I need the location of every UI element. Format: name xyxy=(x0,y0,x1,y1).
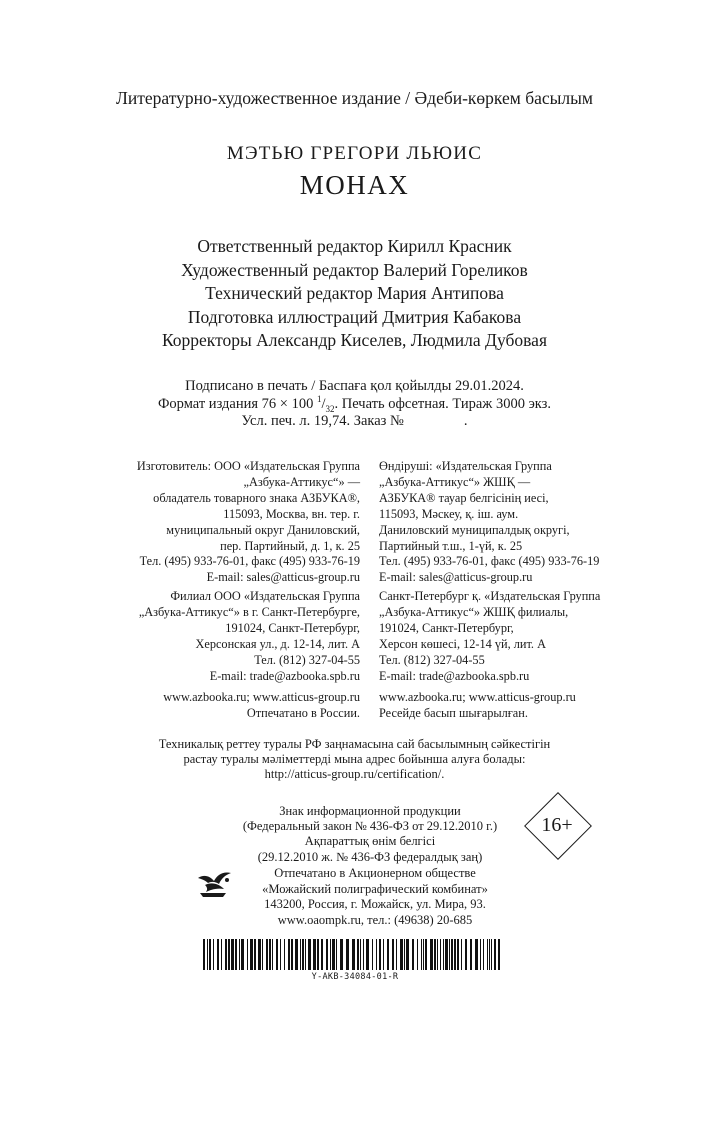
info-mark-line: (Федеральный закон № 436-ФЗ от 29.12.2010 г.) xyxy=(242,819,498,834)
barcode-bar xyxy=(412,939,414,970)
manufacturer-kz-line: Даниловский муниципалдық округі, xyxy=(379,522,570,537)
web-ru-line: Отпечатано в России. xyxy=(246,705,360,720)
printer-line: 143200, Россия, г. Можайск, ул. Мира, 93. xyxy=(264,897,486,911)
age-rating-text: 16+ xyxy=(541,814,573,836)
barcode-bar xyxy=(475,939,478,970)
branch-kz-line: Херсон көшесі, 12-14 үй, лит. А xyxy=(379,636,546,651)
manufacturer-ru-line: Изготовитель: ООО «Издательская Группа xyxy=(136,459,360,473)
barcode-bar xyxy=(487,939,488,970)
barcode-bar xyxy=(363,939,364,970)
barcode-bar xyxy=(321,939,323,970)
web-kz-line: Ресейде басып шығарылған. xyxy=(379,705,528,720)
info-mark xyxy=(200,804,540,865)
manufacturer-kz-line: E-mail: sales@atticus-group.ru xyxy=(379,570,533,585)
barcode-bar xyxy=(451,939,453,970)
barcode-bar xyxy=(489,939,490,970)
barcode-bar xyxy=(421,939,422,970)
branch-ru-line: Филиал ООО «Издательская Группа xyxy=(170,589,360,603)
branch-kz-line: Санкт-Петербург қ. «Издательская Группа xyxy=(379,589,601,603)
barcode-bar xyxy=(231,939,234,970)
printer-line: Отпечатано в Акционерном обществе xyxy=(274,866,476,880)
barcode-bar xyxy=(494,939,496,970)
print-info xyxy=(0,378,709,431)
branch-kz-line: Тел. (812) 327-04-55 xyxy=(379,652,485,667)
barcode-bar xyxy=(269,939,271,970)
barcode-bar xyxy=(430,939,433,970)
barcode-bar xyxy=(305,939,306,970)
barcode-bar xyxy=(250,939,253,970)
barcode-bar xyxy=(392,939,394,970)
barcode-bar xyxy=(445,939,448,970)
barcode-bar xyxy=(241,939,244,970)
barcode-bar xyxy=(276,939,278,970)
barcode-bar xyxy=(396,939,397,970)
order-end: . xyxy=(463,413,468,429)
barcode-bar xyxy=(372,939,373,970)
certification-line: растау туралы мәліметтерді мына адрес бойынша алуға болады: xyxy=(183,752,526,767)
barcode-bar xyxy=(465,939,467,970)
web-ru-line: www.azbooka.ru; www.atticus-group.ru xyxy=(163,690,360,704)
credits-block xyxy=(0,235,709,353)
info-mark-line: (29.12.2010 ж. № 436-ФЗ федералдық заң) xyxy=(257,849,483,864)
barcode-bar xyxy=(262,939,263,970)
barcode-bar xyxy=(247,939,248,970)
format-slash: / xyxy=(321,395,326,412)
certification-line: Техникалық реттеу туралы РФ заңнамасына сай басылымның сәйкестігін xyxy=(158,737,551,751)
manufacturer-kz-line: „Азбука-Аттикус“» ЖШҚ — xyxy=(379,474,531,489)
barcode-bar xyxy=(423,939,424,970)
barcode-bar xyxy=(352,939,355,970)
signed-line: Подписано в печать / Баспаға қол қойылды 29.01.2024. xyxy=(185,378,524,394)
printer-info xyxy=(240,866,510,928)
manufacturer-ru-line: муниципальный округ Даниловский, xyxy=(166,522,360,537)
barcode-bar xyxy=(288,939,290,970)
barcode-bar xyxy=(366,939,369,970)
barcode-bar xyxy=(376,939,377,970)
web-kz xyxy=(379,690,649,722)
credit-line: Подготовка иллюстраций Дмитрия Кабакова xyxy=(187,306,522,327)
format-prefix: Формат издания 76 × 100 xyxy=(157,395,317,412)
manufacturer-ru-line: E-mail: sales@atticus-group.ru xyxy=(206,570,360,585)
barcode-bar xyxy=(406,939,409,970)
manufacturer-ru-line: Тел. (495) 933-76-01, факс (495) 933-76-19 xyxy=(139,554,360,569)
barcode-bar xyxy=(417,939,418,970)
branch-kz-line: 191024, Санкт-Петербург, xyxy=(379,620,514,635)
barcode-bar xyxy=(317,939,319,970)
branch-ru xyxy=(108,589,360,684)
printer-logo-icon xyxy=(196,868,234,903)
barcode-code: Y-AKB-34084-01-R xyxy=(311,972,399,982)
barcode-bar xyxy=(209,939,211,970)
barcode-bar xyxy=(457,939,459,970)
barcode-bar xyxy=(272,939,273,970)
barcode-bar xyxy=(483,939,484,970)
manufacturer-ru xyxy=(108,459,360,586)
manufacturer-kz-line: Тел. (495) 933-76-01, факс (495) 933-76-19 xyxy=(379,554,600,569)
branch-kz-line: „Азбука-Аттикус“» ЖШҚ филиалы, xyxy=(379,604,569,619)
barcode-bar xyxy=(491,939,492,970)
barcode-bar xyxy=(203,939,205,970)
manufacturer-ru-line: 115093, Москва, вн. тер. г. xyxy=(223,506,360,521)
barcode-bar xyxy=(470,939,472,970)
barcode-bar xyxy=(400,939,403,970)
barcode-bar xyxy=(300,939,301,970)
barcode-bar xyxy=(225,939,227,970)
barcode-bar xyxy=(266,939,268,970)
barcode-bar xyxy=(434,939,436,970)
barcode-bar xyxy=(454,939,456,970)
barcode-bar xyxy=(313,939,316,970)
barcode-bar xyxy=(346,939,349,970)
credit-line: Ответственный редактор Кирилл Красник xyxy=(197,236,512,256)
barcode-bar xyxy=(498,939,500,970)
certification-note xyxy=(0,737,709,783)
barcode-bar xyxy=(221,939,222,970)
author-name: МЭТЬЮ ГРЕГОРИ ЛЬЮИС xyxy=(226,143,483,164)
barcode-bar xyxy=(461,939,462,970)
sheets-line xyxy=(0,413,709,431)
branch-ru-line: 191024, Санкт-Петербург, xyxy=(225,620,360,635)
barcode-bar xyxy=(404,939,405,970)
barcode-bar xyxy=(387,939,389,970)
info-mark-line: Ақпараттық өнім белгісі xyxy=(304,834,436,849)
barcode-bar xyxy=(336,939,337,970)
printer-line: «Можайский полиграфический комбинат» xyxy=(262,881,488,896)
barcode-bar xyxy=(425,939,427,970)
barcode-bar xyxy=(280,939,281,970)
manufacturer-kz-line: 115093, Мәскеу, қ. іш. аум. xyxy=(379,506,519,521)
barcode-bar xyxy=(480,939,481,970)
format-line xyxy=(0,393,709,414)
branch-ru-line: Тел. (812) 327-04-55 xyxy=(254,652,360,667)
certification-url: http://atticus-group.ru/certification/. xyxy=(264,767,445,782)
barcode-bar xyxy=(360,939,361,970)
web-ru xyxy=(108,690,360,722)
barcode-bar xyxy=(357,939,359,970)
barcode-bar xyxy=(284,939,285,970)
barcode-bar xyxy=(440,939,441,970)
branch-ru-line: E-mail: trade@azbooka.spb.ru xyxy=(209,668,360,683)
barcode-bar xyxy=(302,939,304,970)
sheets-text: Усл. печ. л. 19,74. Заказ № xyxy=(241,413,404,429)
series-line: Литературно-художественное издание / Әдеби-көркем басылым xyxy=(116,88,593,108)
book-title: МОНАХ xyxy=(299,170,410,200)
branch-kz-line: E-mail: trade@azbooka.spb.ru xyxy=(379,668,530,683)
format-denominator: 32 xyxy=(325,403,335,414)
manufacturer-ru-line: „Азбука-Аттикус“» — xyxy=(243,474,360,489)
credit-line: Корректоры Александр Киселев, Людмила Дубовая xyxy=(161,330,548,350)
barcode-bar xyxy=(449,939,450,970)
barcode-bar xyxy=(330,939,331,970)
barcode-bar xyxy=(443,939,444,970)
credit-line: Художественный редактор Валерий Гореликов xyxy=(181,259,528,280)
manufacturer-kz-line: Партийный т.ш., 1-үй, к. 25 xyxy=(379,538,523,553)
barcode-bar xyxy=(213,939,214,970)
barcode-bar xyxy=(239,939,240,970)
barcode-bar xyxy=(308,939,311,970)
format-numerator: 1 xyxy=(316,393,322,404)
barcode-bar xyxy=(291,939,293,970)
barcode-bar xyxy=(379,939,381,970)
barcode-bar xyxy=(235,939,237,970)
barcode xyxy=(203,939,503,970)
barcode-bar xyxy=(326,939,328,970)
credit-line: Технический редактор Мария Антипова xyxy=(205,283,504,303)
barcode-bar xyxy=(228,939,230,970)
manufacturer-ru-line: пер. Партийный, д. 1, к. 25 xyxy=(220,538,360,553)
web-kz-line: www.azbooka.ru; www.atticus-group.ru xyxy=(379,690,576,704)
manufacturer-kz xyxy=(379,459,649,586)
branch-ru-line: „Азбука-Аттикус“» в г. Санкт-Петербурге, xyxy=(138,604,360,619)
barcode-bar xyxy=(295,939,298,970)
barcode-bar xyxy=(207,939,208,970)
format-suffix: . Печать офсетная. Тираж 3000 экз. xyxy=(334,395,552,412)
barcode-bar xyxy=(258,939,261,970)
info-mark-line: Знак информационной продукции xyxy=(279,804,461,818)
barcode-bar xyxy=(332,939,335,970)
manufacturer-kz-line: Өндіруші: «Издательская Группа xyxy=(379,459,552,473)
branch-kz xyxy=(379,589,649,684)
printer-line: www.oaompk.ru, тел.: (49638) 20-685 xyxy=(277,912,473,927)
barcode-bar xyxy=(383,939,384,970)
barcode-bar xyxy=(254,939,256,970)
barcode-bar xyxy=(217,939,219,970)
manufacturer-kz-line: АЗБУКА® тауар белгісінің иесі, xyxy=(379,490,549,505)
barcode-bar xyxy=(437,939,438,970)
age-rating-badge xyxy=(523,791,591,859)
manufacturer-ru-line: обладатель товарного знака АЗБУКА®, xyxy=(153,490,360,505)
branch-ru-line: Херсонская ул., д. 12-14, лит. А xyxy=(195,636,360,651)
barcode-bar xyxy=(340,939,343,970)
